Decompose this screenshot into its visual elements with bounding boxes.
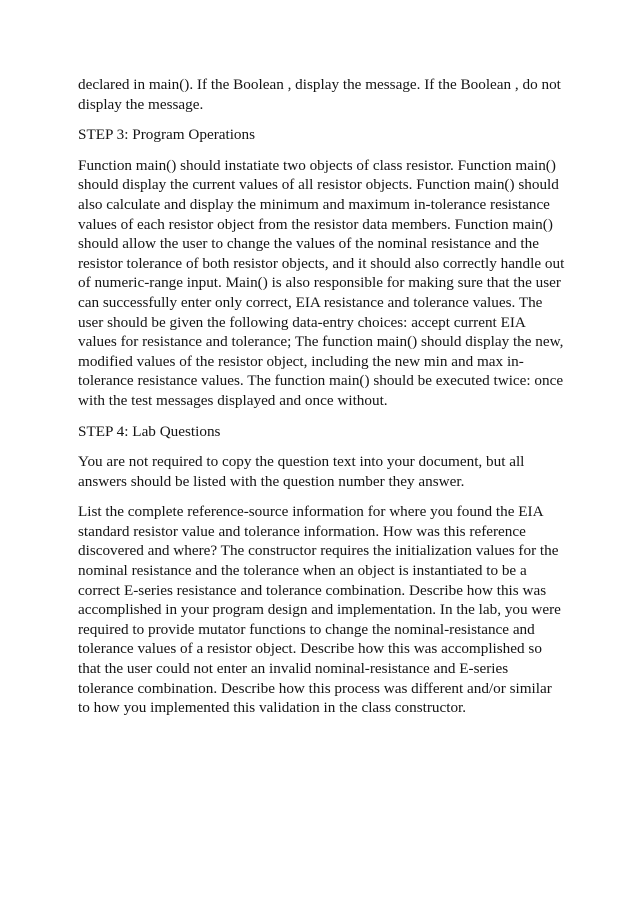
text-line: nominal resistance and the tolerance when an object is instantiated to be a <box>78 562 527 580</box>
section-heading: STEP 3: Program Operations <box>78 126 256 144</box>
text-line: required to provide mutator functions to change the nominal-resistance and <box>78 620 535 638</box>
text-line: also calculate and display the minimum and maximum in-tolerance resistance <box>78 195 550 213</box>
text-line: standard resistor value and tolerance information. How was this reference <box>78 522 526 540</box>
text-line: should allow the user to change the values of the nominal resistance and the <box>78 235 539 253</box>
text-line: that the user could not enter an invalid nominal-resistance and E-series <box>78 660 509 678</box>
step3-heading <box>78 125 568 145</box>
text-line: user should be given the following data-entry choices: accept current EIA <box>78 313 526 331</box>
text-line: values of each resistor object from the resistor data members. Function main() <box>78 215 553 233</box>
step4-heading <box>78 422 568 442</box>
intro-paragraph <box>78 75 568 114</box>
text-line: resistor tolerance of both resistor objects, and it should also correctly handle out <box>78 254 565 272</box>
text-line: to how you implemented this validation in the class constructor. <box>78 699 467 717</box>
step4-intro-paragraph <box>78 452 568 491</box>
text-line: discovered and where? The constructor requires the initialization values for the <box>78 542 559 560</box>
step3-paragraph <box>78 156 568 411</box>
step4-questions-paragraph <box>78 502 568 718</box>
text-line: correct E-series resistance and tolerance combination. Describe how this was <box>78 581 547 599</box>
text-line: Function main() should instatiate two objects of class resistor. Function main() <box>78 156 556 174</box>
text-line: can successfully enter only correct, EIA resistance and tolerance values. The <box>78 293 543 311</box>
text-line: modified values of the resistor object, including the new min and max in- <box>78 352 524 370</box>
section-heading: STEP 4: Lab Questions <box>78 422 221 440</box>
text-line: declared in main(). If the Boolean , display the message. If the Boolean , do not <box>78 76 561 93</box>
text-line: tolerance values of a resistor object. Describe how this was accomplished so <box>78 640 542 658</box>
text-line: display the message. <box>78 95 204 113</box>
text-line: values for resistance and tolerance; The function main() should display the new, <box>78 333 564 351</box>
document-body <box>78 75 568 729</box>
text-line: with the test messages displayed and once without. <box>78 391 388 409</box>
text-line: of numeric-range input. Main() is also responsible for making sure that the user <box>78 274 561 292</box>
text-line: answers should be listed with the question number they answer. <box>78 472 465 490</box>
text-line: accomplished in your program design and implementation. In the lab, you were <box>78 601 561 619</box>
text-line: tolerance resistance values. The function main() should be executed twice: once <box>78 372 564 390</box>
text-line: should display the current values of all resistor objects. Function main() should <box>78 176 559 194</box>
text-line: tolerance combination. Describe how this process was different and/or similar <box>78 679 552 697</box>
text-line: You are not required to copy the question text into your document, but all <box>78 453 525 471</box>
text-line: List the complete reference-source information for where you found the EIA <box>78 503 544 521</box>
